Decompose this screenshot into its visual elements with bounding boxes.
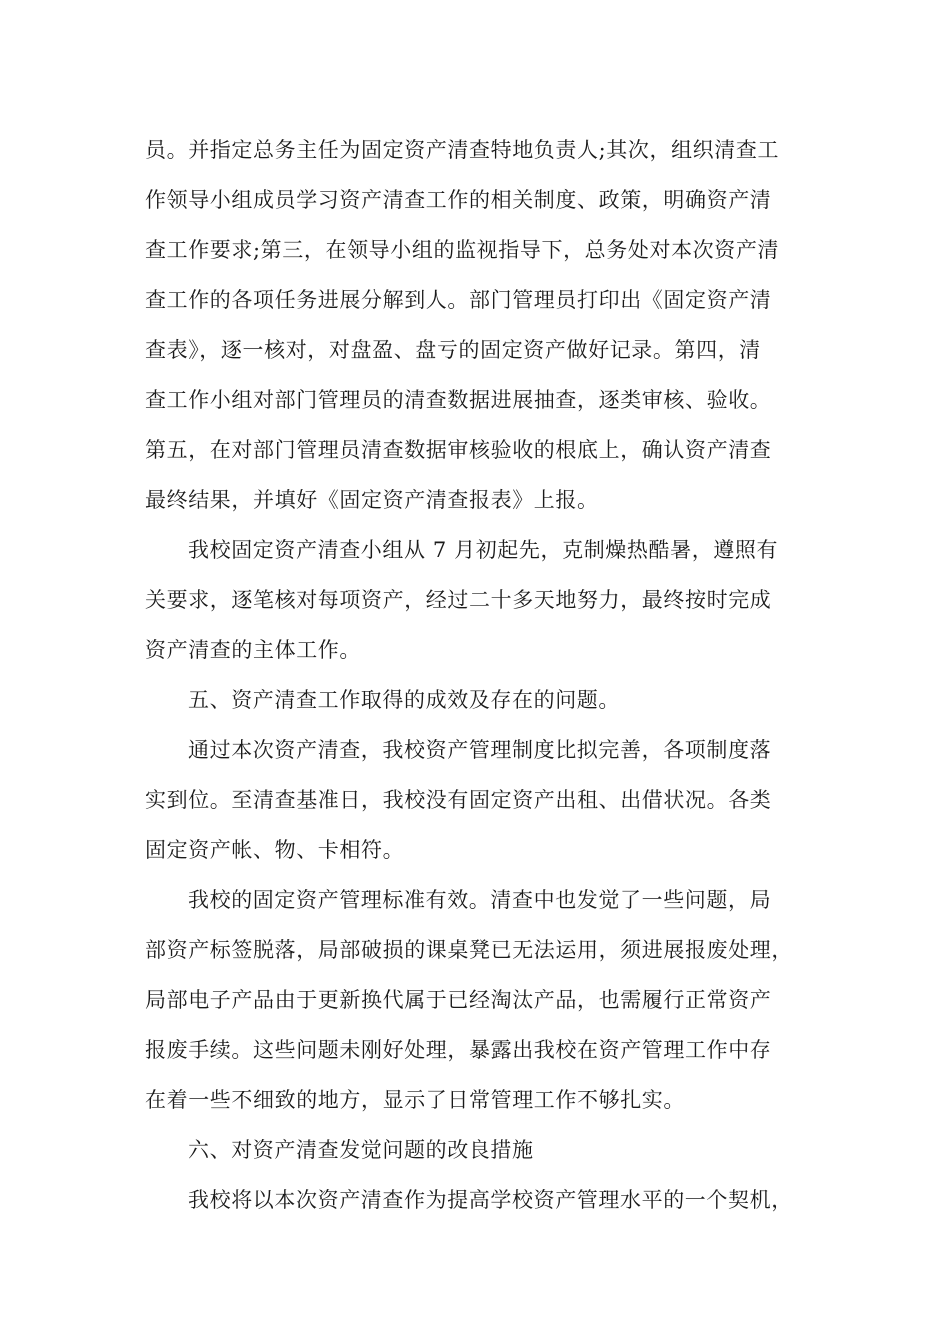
paragraph-first-line: 我校将以本次资产清查作为提高学校资产管理水平的一个契机， bbox=[188, 1188, 793, 1212]
text-line: 固定资产帐、物、卡相符。 bbox=[145, 838, 405, 862]
text-line: 资产清查的主体工作。 bbox=[145, 638, 361, 662]
section-heading: 五、资产清查工作取得的成效及存在的问题。 bbox=[188, 688, 620, 712]
text-line: 查表》，逐一核对，对盘盈、盘亏的固定资产做好记录。第四，清 bbox=[145, 338, 761, 362]
text-line: 实到位。至清查基准日，我校没有固定资产出租、出借状况。各类 bbox=[145, 788, 772, 812]
section-heading: 六、对资产清查发觉问题的改良措施 bbox=[188, 1138, 534, 1162]
text-line: 查工作小组对部门管理员的清查数据进展抽查，逐类审核、验收。 bbox=[145, 388, 772, 412]
text-line: 查工作的各项任务进展分解到人。部门管理员打印出《固定资产清 bbox=[145, 288, 772, 312]
text-line: 关要求，逐笔核对每项资产，经过二十多天地努力，最终按时完成 bbox=[145, 588, 772, 612]
text-line: 在着一些不细致的地方，显示了日常管理工作不够扎实。 bbox=[145, 1088, 685, 1112]
text-line: 员。并指定总务主任为固定资产清查特地负责人;其次，组织清查工 bbox=[145, 138, 780, 162]
text-line: 最终结果，并填好《固定资产清查报表》上报。 bbox=[145, 488, 599, 512]
text-line: 报废手续。这些问题未刚好处理，暴露出我校在资产管理工作中存 bbox=[145, 1038, 772, 1062]
text-line: 部资产标签脱落，局部破损的课桌凳已无法运用，须进展报废处理， bbox=[145, 938, 793, 962]
text-line: 查工作要求;第三，在领导小组的监视指导下，总务处对本次资产清 bbox=[145, 238, 780, 262]
text-line: 作领导小组成员学习资产清查工作的相关制度、政策，明确资产清 bbox=[145, 188, 772, 212]
paragraph-first-line: 通过本次资产清查，我校资产管理制度比拟完善，各项制度落 bbox=[188, 738, 772, 762]
paragraph-first-line: 我校的固定资产管理标准有效。清查中也发觉了一些问题，局 bbox=[188, 888, 772, 912]
text-line: 局部电子产品由于更新换代属于已经淘汰产品，也需履行正常资产 bbox=[145, 988, 772, 1012]
paragraph-first-line: 我校固定资产清查小组从 7 月初起先，克制燥热酷暑，遵照有 bbox=[188, 538, 779, 562]
text-line: 第五，在对部门管理员清查数据审核验收的根底上，确认资产清查 bbox=[145, 438, 772, 462]
